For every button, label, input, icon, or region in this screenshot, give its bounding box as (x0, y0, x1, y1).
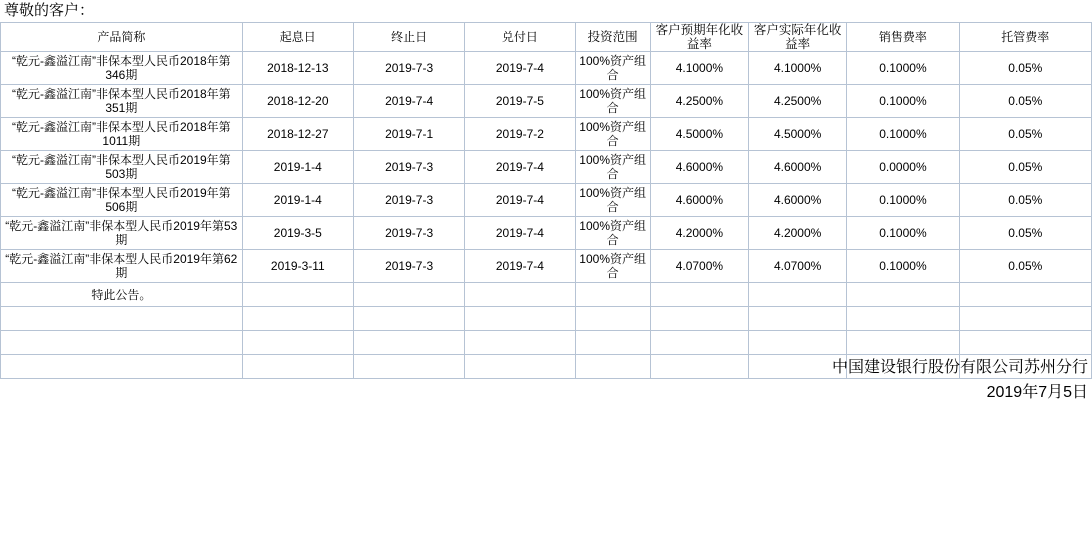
cell-product-name: “乾元-鑫溢江南”非保本型人民币2018年第346期 (1, 52, 243, 85)
empty-cell (575, 355, 650, 379)
cell-end-date: 2019-7-1 (353, 118, 464, 151)
cell-sales-fee: 0.1000% (847, 250, 959, 283)
empty-cell (465, 355, 575, 379)
cell-payment-date: 2019-7-4 (465, 217, 575, 250)
greeting-text: 尊敬的客户： (4, 2, 95, 19)
cell-expected-rate: 4.1000% (650, 52, 748, 85)
cell-payment-date: 2019-7-4 (465, 151, 575, 184)
cell-start-date: 2018-12-13 (242, 52, 353, 85)
cell-sales-fee: 0.1000% (847, 184, 959, 217)
cell-start-date: 2019-1-4 (242, 151, 353, 184)
cell-payment-date: 2019-7-2 (465, 118, 575, 151)
cell-custody-fee: 0.05% (959, 184, 1091, 217)
empty-cell (465, 307, 575, 331)
empty-cell (749, 331, 847, 355)
empty-cell (575, 307, 650, 331)
cell-payment-date: 2019-7-4 (465, 52, 575, 85)
cell-custody-fee: 0.05% (959, 118, 1091, 151)
cell-investment-scope: 100%资产组合 (575, 85, 650, 118)
cell-start-date: 2019-3-5 (242, 217, 353, 250)
cell-sales-fee: 0.0000% (847, 151, 959, 184)
cell-product-name: “乾元-鑫溢江南”非保本型人民币2018年第1011期 (1, 118, 243, 151)
cell-expected-rate: 4.6000% (650, 151, 748, 184)
col-header-product-name: 产品简称 (1, 23, 243, 52)
empty-cell (1, 355, 243, 379)
cell-actual-rate: 4.6000% (749, 184, 847, 217)
table-row (1, 217, 1092, 250)
cell-expected-rate: 4.2000% (650, 217, 748, 250)
empty-cell (575, 331, 650, 355)
cell-investment-scope: 100%资产组合 (575, 52, 650, 85)
empty-cell (353, 331, 464, 355)
cell-sales-fee: 0.1000% (847, 52, 959, 85)
cell-actual-rate: 4.6000% (749, 151, 847, 184)
product-table (0, 22, 1092, 379)
empty-cell (650, 331, 748, 355)
empty-cell (242, 283, 353, 307)
table-row (1, 151, 1092, 184)
cell-product-name: “乾元-鑫溢江南”非保本型人民币2019年第503期 (1, 151, 243, 184)
col-header-investment-scope: 投资范围 (575, 23, 650, 52)
empty-cell (847, 331, 959, 355)
cell-custody-fee: 0.05% (959, 217, 1091, 250)
cell-product-name: “乾元-鑫溢江南”非保本型人民币2019年第506期 (1, 184, 243, 217)
cell-product-name: “乾元-鑫溢江南”非保本型人民币2018年第351期 (1, 85, 243, 118)
cell-start-date: 2019-1-4 (242, 184, 353, 217)
cell-start-date: 2018-12-20 (242, 85, 353, 118)
cell-end-date: 2019-7-3 (353, 250, 464, 283)
cell-payment-date: 2019-7-5 (465, 85, 575, 118)
table-row (1, 85, 1092, 118)
empty-cell (959, 307, 1091, 331)
cell-expected-rate: 4.2500% (650, 85, 748, 118)
cell-actual-rate: 4.1000% (749, 52, 847, 85)
cell-actual-rate: 4.2000% (749, 217, 847, 250)
cell-custody-fee: 0.05% (959, 151, 1091, 184)
empty-cell (353, 283, 464, 307)
table-row (1, 184, 1092, 217)
table-row (1, 250, 1092, 283)
cell-start-date: 2018-12-27 (242, 118, 353, 151)
cell-expected-rate: 4.5000% (650, 118, 748, 151)
empty-cell (650, 307, 748, 331)
cell-custody-fee: 0.05% (959, 250, 1091, 283)
cell-custody-fee: 0.05% (959, 85, 1091, 118)
cell-investment-scope: 100%资产组合 (575, 118, 650, 151)
col-header-actual-rate: 客户实际年化收益率 (749, 23, 847, 52)
cell-product-name: “乾元-鑫溢江南”非保本型人民币2019年第53期 (1, 217, 243, 250)
cell-sales-fee: 0.1000% (847, 217, 959, 250)
empty-cell (1, 307, 243, 331)
col-header-end-date: 终止日 (353, 23, 464, 52)
cell-end-date: 2019-7-3 (353, 184, 464, 217)
cell-custody-fee: 0.05% (959, 52, 1091, 85)
table-row (1, 52, 1092, 85)
empty-cell (650, 283, 748, 307)
empty-cell (959, 331, 1091, 355)
empty-cell (242, 355, 353, 379)
col-header-payment-date: 兑付日 (465, 23, 575, 52)
empty-cell (465, 331, 575, 355)
empty-cell (575, 283, 650, 307)
empty-cell (242, 331, 353, 355)
cell-sales-fee: 0.1000% (847, 118, 959, 151)
col-header-start-date: 起息日 (242, 23, 353, 52)
empty-cell (749, 283, 847, 307)
empty-cell (1, 331, 243, 355)
col-header-expected-rate: 客户预期年化收益率 (650, 23, 748, 52)
cell-end-date: 2019-7-4 (353, 85, 464, 118)
cell-payment-date: 2019-7-4 (465, 184, 575, 217)
table-header-row (1, 23, 1092, 52)
empty-cell (242, 307, 353, 331)
col-header-custody-fee: 托管费率 (959, 23, 1091, 52)
cell-investment-scope: 100%资产组合 (575, 217, 650, 250)
cell-start-date: 2019-3-11 (242, 250, 353, 283)
cell-actual-rate: 4.5000% (749, 118, 847, 151)
empty-cell (959, 283, 1091, 307)
issue-date: 2019年7月5日 (986, 384, 1088, 401)
empty-cell (353, 307, 464, 331)
cell-end-date: 2019-7-3 (353, 52, 464, 85)
col-header-sales-fee: 销售费率 (847, 23, 959, 52)
cell-expected-rate: 4.0700% (650, 250, 748, 283)
cell-actual-rate: 4.0700% (749, 250, 847, 283)
empty-cell (749, 307, 847, 331)
cell-sales-fee: 0.1000% (847, 85, 959, 118)
cell-investment-scope: 100%资产组合 (575, 151, 650, 184)
empty-cell (847, 307, 959, 331)
cell-investment-scope: 100%资产组合 (575, 250, 650, 283)
blank-row (1, 307, 1092, 331)
cell-end-date: 2019-7-3 (353, 217, 464, 250)
cell-product-name: “乾元-鑫溢江南”非保本型人民币2019年第62期 (1, 250, 243, 283)
cell-end-date: 2019-7-3 (353, 151, 464, 184)
signature-row-1 (1, 331, 1092, 355)
empty-cell (465, 283, 575, 307)
issuer-name: 中国建设银行股份有限公司苏州分行 (831, 359, 1088, 376)
empty-cell (650, 355, 748, 379)
notice-row (1, 283, 1092, 307)
table-row (1, 118, 1092, 151)
empty-cell (353, 355, 464, 379)
notice-text: 特此公告。 (1, 283, 243, 307)
cell-investment-scope: 100%资产组合 (575, 184, 650, 217)
cell-payment-date: 2019-7-4 (465, 250, 575, 283)
cell-actual-rate: 4.2500% (749, 85, 847, 118)
cell-expected-rate: 4.6000% (650, 184, 748, 217)
empty-cell (847, 283, 959, 307)
